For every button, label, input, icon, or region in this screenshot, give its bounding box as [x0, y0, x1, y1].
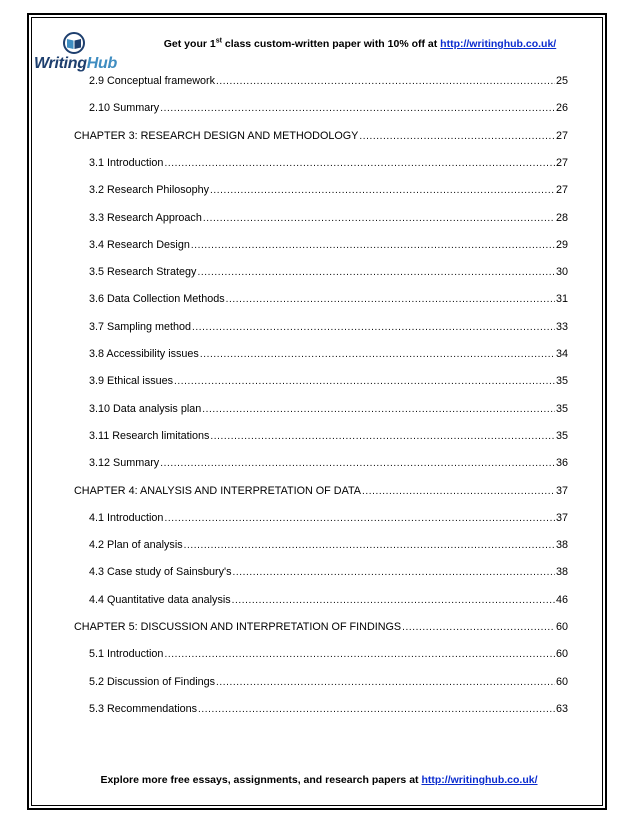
toc-entry-label: 4.1 Introduction — [89, 511, 164, 524]
toc-section-entry[interactable] — [89, 347, 568, 362]
toc-entry-label: 3.3 Research Approach — [89, 211, 202, 224]
toc-section-entry[interactable] — [89, 101, 568, 116]
toc-entry-label: 4.4 Quantitative data analysis — [89, 593, 231, 606]
toc-dot-leader — [216, 75, 555, 89]
toc-dot-leader — [164, 512, 555, 526]
toc-section-entry[interactable] — [89, 238, 568, 253]
toc-entry-page-number: 37 — [555, 511, 568, 524]
toc-dot-leader — [200, 348, 555, 362]
toc-entry-label: 5.3 Recommendations — [89, 702, 198, 715]
toc-entry-label: 3.2 Research Philosophy — [89, 184, 210, 197]
toc-entry-label: 3.10 Data analysis plan — [89, 402, 202, 415]
toc-entry-page-number: 34 — [555, 348, 568, 360]
toc-entry-page-number: 35 — [555, 402, 568, 415]
toc-entry-page-number: 28 — [555, 211, 568, 224]
toc-dot-leader — [402, 621, 555, 635]
toc-entry-page-number: 27 — [555, 156, 568, 169]
toc-dot-leader — [164, 648, 555, 662]
toc-section-entry[interactable] — [89, 456, 568, 471]
toc-dot-leader — [359, 130, 555, 144]
toc-entry-page-number: 29 — [555, 238, 568, 251]
toc-entry-label: CHAPTER 4: ANALYSIS AND INTERPRETATION OF DATA — [74, 484, 361, 497]
toc-section-entry[interactable] — [89, 538, 568, 553]
toc-entry-label: 3.4 Research Design — [89, 238, 190, 251]
toc-entry-label: CHAPTER 3: RESEARCH DESIGN AND METHODOLOGY — [74, 129, 359, 142]
toc-entry-page-number: 33 — [555, 320, 568, 333]
toc-entry-page-number: 60 — [555, 675, 568, 688]
toc-dot-leader — [233, 566, 555, 580]
toc-dot-leader — [197, 266, 555, 280]
toc-entry-label: 3.7 Sampling method — [89, 320, 192, 333]
toc-entry-label: 3.12 Summary — [89, 457, 160, 470]
toc-dot-leader — [226, 293, 555, 307]
toc-dot-leader — [210, 184, 555, 198]
logo-word-hub: Hub — [86, 55, 117, 72]
toc-entry-label: 3.8 Accessibility issues — [89, 348, 199, 360]
toc-dot-leader — [184, 539, 555, 553]
toc-entry-label: 5.1 Introduction — [89, 648, 164, 661]
toc-entry-page-number: 38 — [555, 566, 568, 579]
toc-section-entry[interactable] — [89, 374, 568, 389]
header-text-end: class custom-written paper with 10% off at — [221, 38, 441, 50]
toc-chapter-entry[interactable] — [74, 484, 568, 499]
toc-dot-leader — [160, 457, 555, 471]
toc-entry-page-number: 60 — [555, 648, 568, 661]
toc-entry-label: 3.1 Introduction — [89, 156, 164, 169]
toc-entry-label: 3.9 Ethical issues — [89, 375, 174, 388]
toc-section-entry[interactable] — [89, 702, 568, 717]
toc-dot-leader — [203, 212, 555, 226]
toc-dot-leader — [198, 703, 555, 717]
toc-entry-page-number: 31 — [555, 293, 568, 306]
toc-entry-page-number: 35 — [555, 375, 568, 388]
toc-section-entry[interactable] — [89, 647, 568, 662]
toc-entry-label: 2.9 Conceptual framework — [89, 75, 216, 87]
toc-entry-label: 2.10 Summary — [89, 102, 160, 115]
toc-section-entry[interactable] — [89, 211, 568, 226]
toc-entry-page-number: 30 — [555, 266, 568, 279]
toc-entry-label: 4.3 Case study of Sainsbury's — [89, 566, 232, 579]
logo-word-writing: Writing — [34, 55, 87, 72]
toc-entry-page-number: 26 — [555, 102, 568, 115]
toc-entry-page-number: 27 — [555, 184, 568, 197]
toc-entry-label: 3.11 Research limitations — [89, 429, 210, 442]
toc-chapter-entry[interactable] — [74, 129, 568, 144]
toc-entry-page-number: 37 — [555, 484, 568, 497]
toc-entry-page-number: 38 — [555, 539, 568, 552]
toc-section-entry[interactable] — [89, 511, 568, 526]
toc-section-entry[interactable] — [89, 74, 568, 89]
toc-entry-label: 3.6 Data Collection Methods — [89, 293, 225, 306]
toc-entry-page-number: 36 — [555, 457, 568, 470]
toc-dot-leader — [202, 403, 555, 417]
toc-dot-leader — [164, 157, 555, 171]
toc-section-entry[interactable] — [89, 565, 568, 580]
toc-section-entry[interactable] — [89, 593, 568, 608]
toc-entry-label: 5.2 Discussion of Findings — [89, 675, 216, 688]
toc-entry-page-number: 25 — [555, 75, 568, 87]
toc-dot-leader — [362, 485, 555, 499]
toc-entry-page-number: 63 — [555, 702, 568, 715]
toc-dot-leader — [216, 676, 555, 690]
footer-writinghub-link[interactable]: http://writinghub.co.uk/ — [421, 774, 538, 786]
toc-entry-label: 4.2 Plan of analysis — [89, 539, 183, 552]
toc-entry-page-number: 60 — [555, 621, 568, 633]
toc-section-entry[interactable] — [89, 183, 568, 198]
toc-section-entry[interactable] — [89, 320, 568, 335]
toc-section-entry[interactable] — [89, 675, 568, 690]
toc-section-entry[interactable] — [89, 265, 568, 280]
toc-dot-leader — [191, 239, 555, 253]
toc-section-entry[interactable] — [89, 156, 568, 171]
footer-promo-banner — [60, 774, 578, 786]
toc-entry-page-number: 46 — [555, 593, 568, 606]
toc-chapter-entry[interactable] — [74, 620, 568, 635]
footer-text: Explore more free essays, assignments, and research papers at — [100, 774, 422, 786]
toc-section-entry[interactable] — [89, 402, 568, 417]
header-superscript: st — [215, 37, 222, 45]
toc-entry-page-number: 27 — [555, 129, 568, 142]
toc-entry-label: CHAPTER 5: DISCUSSION AND INTERPRETATION OF FINDINGS — [74, 621, 402, 633]
toc-dot-leader — [174, 375, 555, 389]
toc-entry-page-number: 35 — [555, 429, 568, 442]
toc-dot-leader — [192, 321, 555, 335]
toc-dot-leader — [232, 594, 555, 608]
toc-section-entry[interactable] — [89, 292, 568, 307]
toc-dot-leader — [160, 102, 555, 116]
header-writinghub-link[interactable]: http://writinghub.co.uk/ — [440, 38, 557, 50]
toc-section-entry[interactable] — [89, 429, 568, 444]
header-text-start: Get your 1 — [163, 38, 216, 50]
toc-entry-label: 3.5 Research Strategy — [89, 266, 197, 279]
toc-dot-leader — [210, 430, 555, 444]
